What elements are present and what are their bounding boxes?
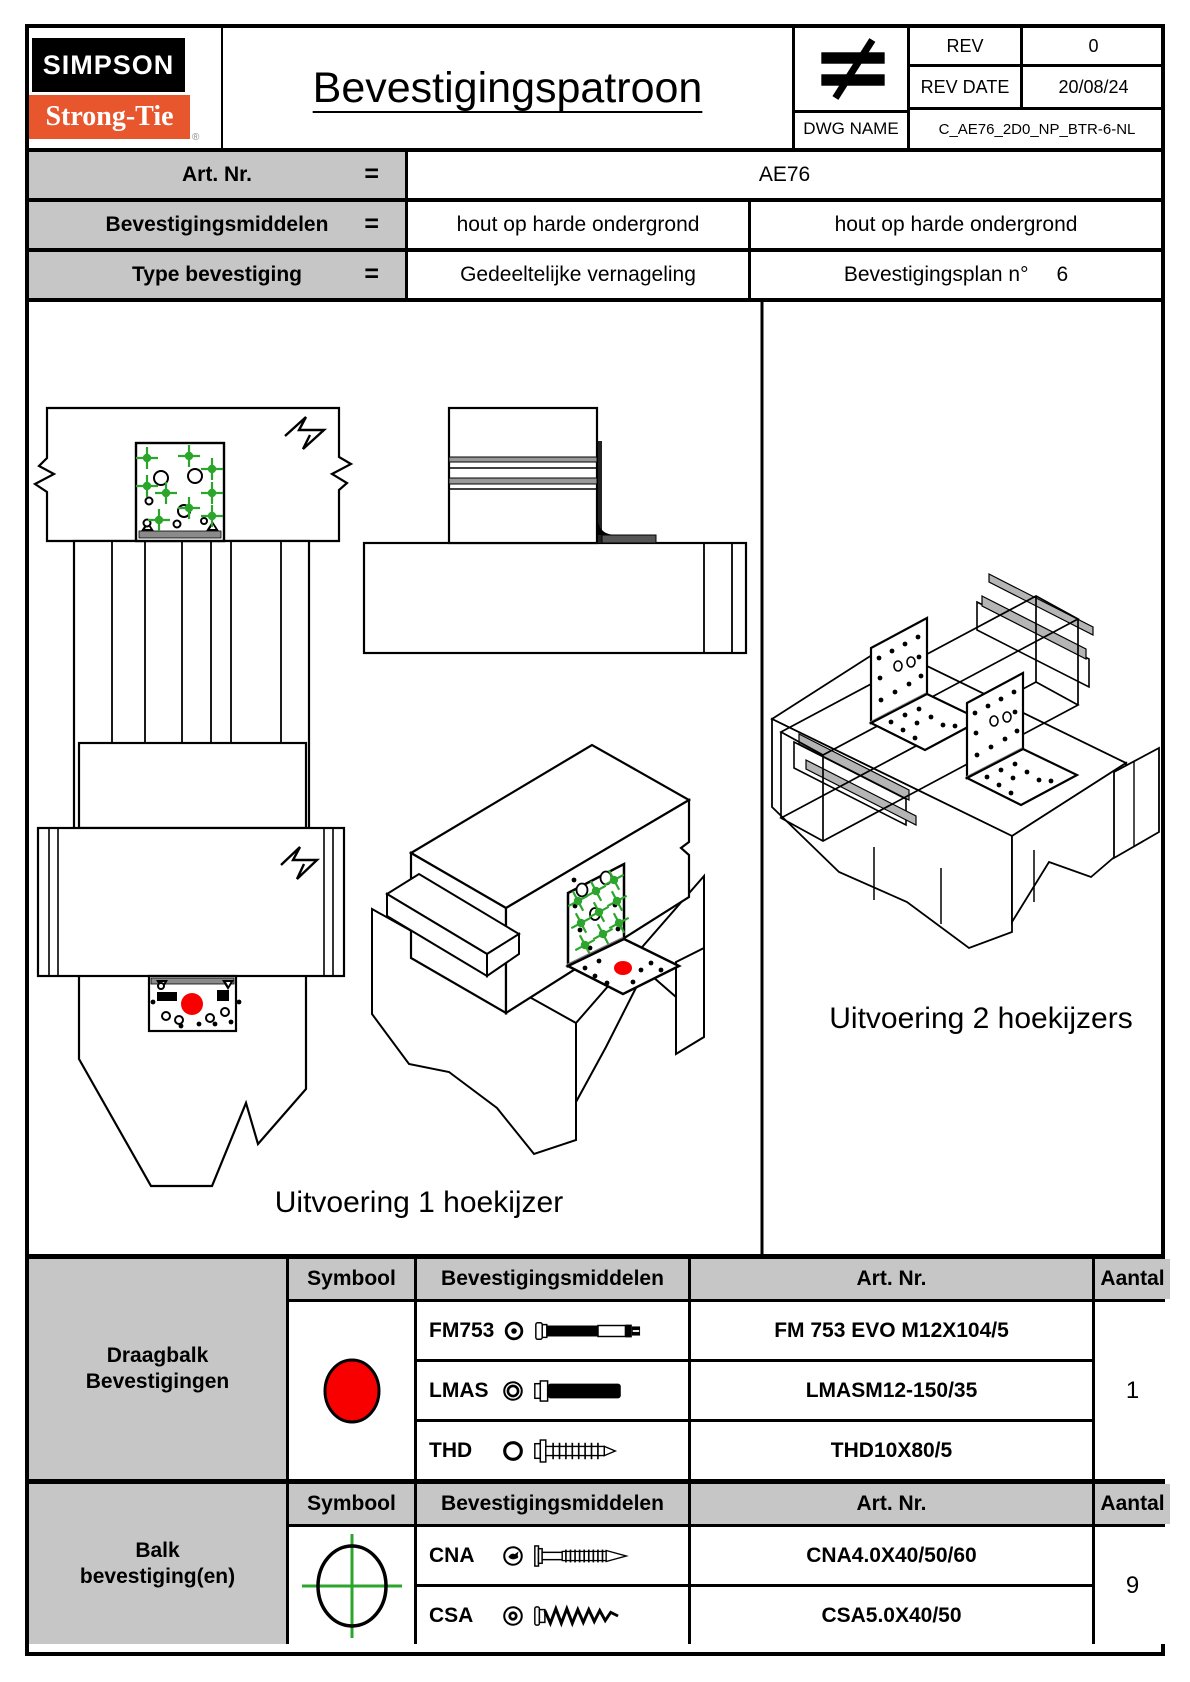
info-row-bevestigingsmiddelen (29, 202, 1161, 252)
category-cell (29, 1484, 286, 1644)
category-line1: Balk (135, 1539, 180, 1562)
strongtie-logo: Strong-Tie (29, 95, 190, 139)
thd-glyph-icon (501, 1439, 525, 1463)
thd-concrete-screw-icon (533, 1435, 661, 1467)
bevestigingsmiddelen-value-right: hout op harde ondergrond (834, 213, 1078, 236)
green-crosshair-marker-icon (292, 1530, 412, 1642)
simpson-logo: SIMPSON (32, 38, 185, 92)
fastener-cell (417, 1422, 688, 1479)
red-dot-marker-icon (307, 1336, 397, 1446)
fastener-code: FM753 (429, 1318, 495, 1342)
drawing-area (29, 302, 1161, 1259)
bevestigingsmiddelen-label: Bevestigingsmiddelen (105, 213, 329, 236)
aantal-value: 9 (1095, 1527, 1170, 1644)
header-bevestigingsmiddelen: Bevestigingsmiddelen (417, 1484, 688, 1524)
csa-glyph-icon (501, 1604, 525, 1628)
projection-symbol-cell (792, 28, 910, 113)
symbol-cell (289, 1527, 414, 1644)
registered-mark: ® (192, 132, 200, 143)
bevestigingsplan-label: Bevestigingsplan n° (843, 263, 1029, 286)
rev-value: 0 (1020, 28, 1164, 67)
balk-fastener-table (29, 1484, 1165, 1644)
rev-date-value: 20/08/24 (1020, 67, 1164, 110)
cna-ring-nail-icon (533, 1540, 661, 1572)
art-nr-value: FM 753 EVO M12X104/5 (691, 1302, 1092, 1359)
fastener-cell (417, 1587, 688, 1644)
fm753-glyph-icon (502, 1319, 526, 1343)
rev-date-label: REV DATE (907, 67, 1020, 110)
header-symbool: Symbool (289, 1259, 414, 1299)
category-cell (29, 1259, 286, 1479)
info-row-type-bevestiging (29, 252, 1161, 302)
draagbalk-fastener-table (29, 1259, 1165, 1479)
bevestigingsmiddelen-value-left: hout op harde ondergrond (408, 202, 751, 248)
art-nr-value: LMASM12-150/35 (691, 1362, 1092, 1419)
category-line2: bevestiging(en) (79, 1565, 236, 1588)
fastener-cell (417, 1302, 688, 1359)
bevestigingsmiddelen-label-cell (29, 202, 408, 248)
aantal-value: 1 (1095, 1302, 1170, 1479)
view-side-2d (364, 408, 746, 653)
equals-sign: = (364, 160, 379, 188)
sheet-title (223, 28, 792, 148)
brand-logo (29, 28, 223, 148)
art-nr-value: CSA5.0X40/50 (691, 1587, 1092, 1644)
bevestigingsplan-cell (751, 252, 1161, 298)
fastener-cell (417, 1527, 688, 1584)
type-bevestiging-label: Type bevestiging (132, 263, 302, 286)
type-bevestiging-value: Gedeeltelijke vernageling (408, 252, 751, 298)
fastener-code: LMAS (429, 1378, 489, 1402)
type-bevestiging-label-cell (29, 252, 408, 298)
fastener-code: THD (429, 1438, 473, 1462)
variant2-label: Uitvoering 2 hoekijzers (829, 1002, 1133, 1035)
drawing-sheet (25, 24, 1165, 1656)
category-line2: Bevestigingen (85, 1370, 230, 1393)
view-plan-2d (38, 743, 344, 1186)
symbol-cell (289, 1302, 414, 1479)
lmas-anchor-bolt-icon (533, 1375, 661, 1407)
header-art-nr: Art. Nr. (691, 1259, 1092, 1299)
art-nr-value: CNA4.0X40/50/60 (691, 1527, 1092, 1584)
sheet-title-text: Bevestigingspatroon (312, 63, 703, 112)
info-row-art-nr (29, 152, 1161, 202)
csa-screw-icon (533, 1600, 661, 1632)
dwg-name-value: C_AE76_2D0_NP_BTR-6-NL (907, 110, 1164, 148)
not-equal-projection-icon (809, 34, 897, 104)
cad-views (29, 302, 1161, 1254)
header-aantal: Aantal (1095, 1259, 1170, 1299)
header-aantal: Aantal (1095, 1484, 1170, 1524)
anchor-marker-red (614, 961, 632, 975)
header-art-nr: Art. Nr. (691, 1484, 1092, 1524)
beam-side (449, 408, 597, 543)
rev-label: REV (907, 28, 1020, 67)
variant1-label: Uitvoering 1 hoekijzer (274, 1186, 564, 1219)
bevestigingsplan-number: 6 (1056, 263, 1069, 286)
equals-sign: = (364, 260, 379, 288)
fastener-code: CSA (429, 1603, 474, 1627)
title-block (29, 28, 1161, 152)
support-side (364, 543, 746, 653)
art-nr-label: Art. Nr. (181, 163, 252, 186)
art-nr-value: AE76 (758, 163, 811, 186)
lmas-glyph-icon (501, 1379, 525, 1403)
header-bevestigingsmiddelen: Bevestigingsmiddelen (417, 1259, 688, 1299)
equals-sign: = (364, 210, 379, 238)
fastener-cell (417, 1362, 688, 1419)
view-iso-two-brackets (772, 574, 1159, 948)
view-iso-one-bracket (372, 745, 704, 1154)
header-symbool: Symbool (289, 1484, 414, 1524)
fastener-code: CNA (429, 1543, 475, 1567)
fm753-sleeve-anchor-icon (534, 1315, 662, 1347)
art-nr-value: THD10X80/5 (691, 1422, 1092, 1479)
cna-glyph-icon (501, 1544, 525, 1568)
art-nr-label-cell (29, 152, 408, 198)
dwg-name-label: DWG NAME (792, 110, 907, 148)
category-line1: Draagbalk (106, 1344, 209, 1367)
anchor-marker-red (181, 993, 203, 1015)
